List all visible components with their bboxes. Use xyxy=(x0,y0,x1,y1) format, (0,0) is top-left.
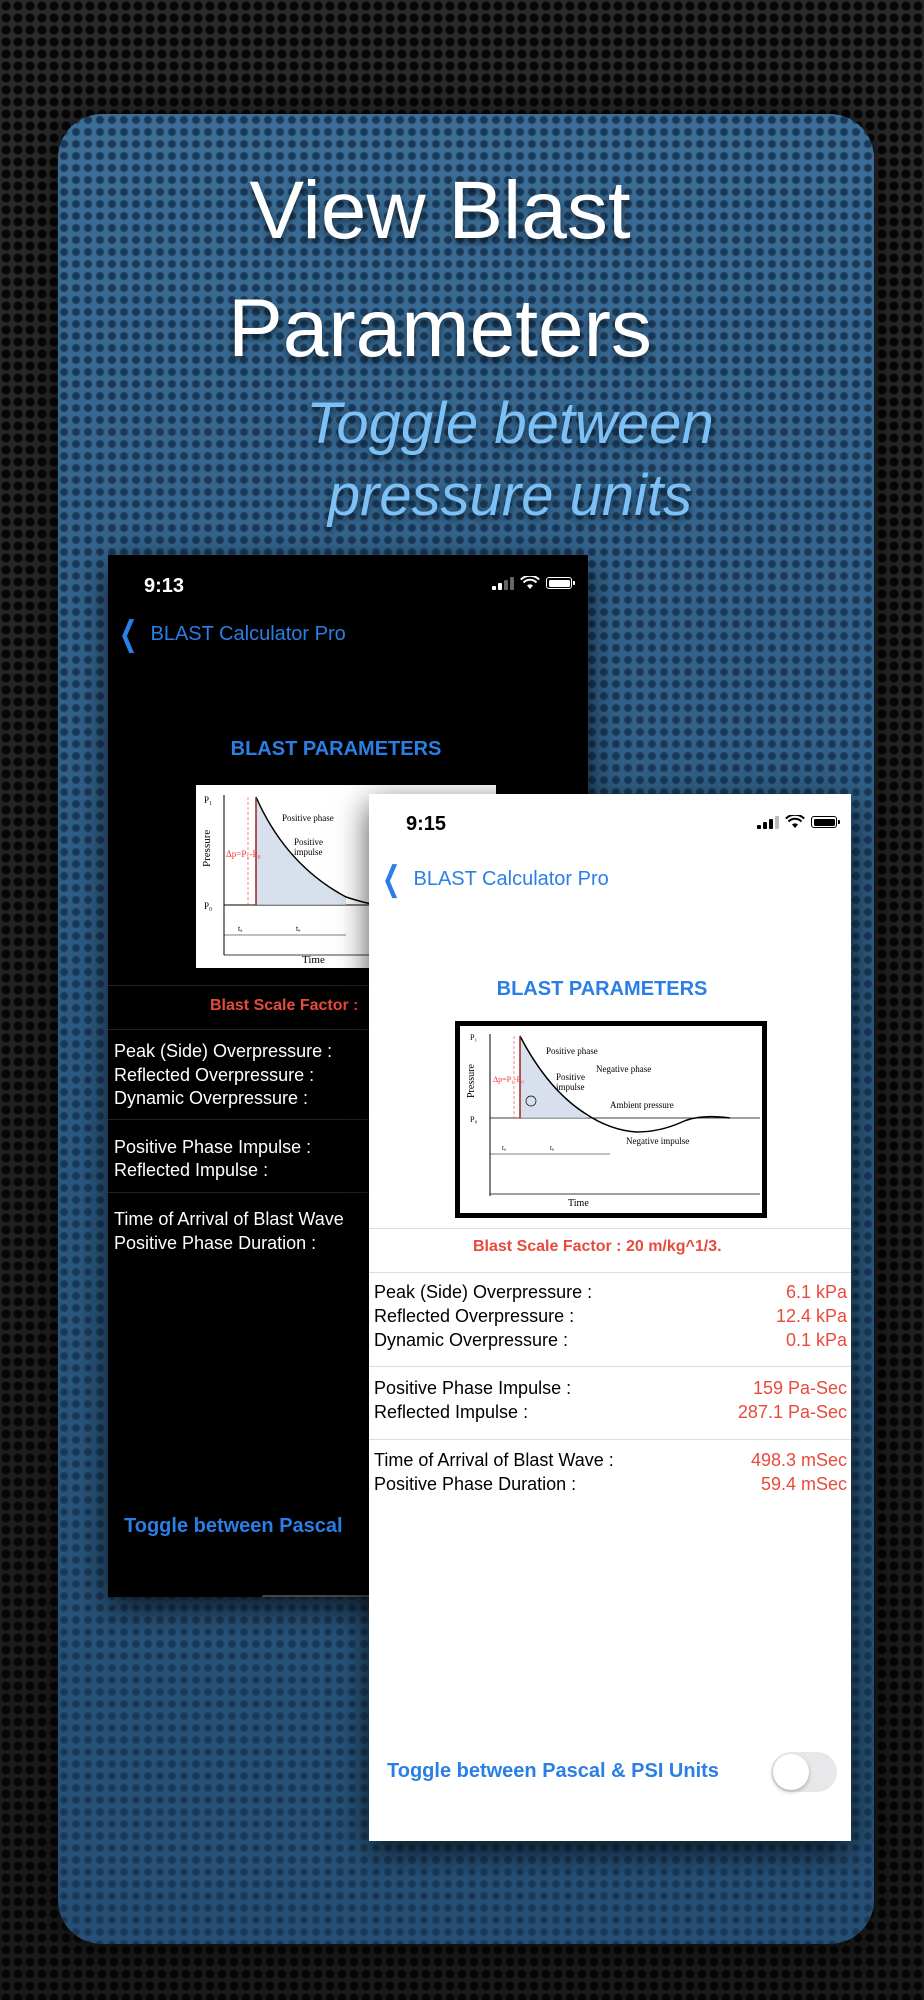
time-axis-label: Time xyxy=(568,1198,589,1209)
td-label: tₔ xyxy=(550,1144,554,1152)
divider xyxy=(369,1228,851,1229)
wifi-icon xyxy=(785,815,805,829)
scale-factor-label: Blast Scale Factor : xyxy=(210,997,359,1014)
reflected-overpressure-label: Reflected Overpressure : xyxy=(114,1065,315,1085)
time-of-arrival-label: Time of Arrival of Blast Wave xyxy=(114,1209,344,1229)
units-toggle-label: Toggle between Pascal & PSI Units xyxy=(387,1760,719,1782)
reflected-impulse-label: Reflected Impulse : xyxy=(374,1402,529,1422)
negative-phase-label: Negative phase xyxy=(596,1064,652,1074)
ta-label: tₐ xyxy=(238,924,243,933)
status-time: 9:15 xyxy=(406,813,447,835)
time-of-arrival-label: Time of Arrival of Blast Wave : xyxy=(374,1450,614,1470)
delta-p-label: Δp=P₁-P₀ xyxy=(226,849,261,859)
ambient-pressure-label: Ambient pressure xyxy=(610,1100,674,1110)
promo-subtitle-line-2: pressure units xyxy=(327,463,693,528)
promo-subtitle-line-1: Toggle between xyxy=(306,391,714,456)
status-bar xyxy=(369,794,851,854)
units-toggle-label[interactable]: Toggle between Pascal xyxy=(124,1515,343,1537)
delta-p-label: Δp=P₁-P₀ xyxy=(493,1075,524,1084)
back-button[interactable] xyxy=(114,617,346,651)
chevron-left-icon: ❮ xyxy=(118,615,138,653)
time-axis-label: Time xyxy=(302,954,325,966)
phone-screen-light xyxy=(369,794,851,1841)
section-title: BLAST PARAMETERS xyxy=(496,978,708,1000)
dynamic-overpressure-label: Dynamic Overpressure : xyxy=(114,1088,309,1108)
toggle-knob xyxy=(773,1754,809,1790)
pressure-axis-label: Pressure xyxy=(466,1064,477,1098)
positive-impulse-label-1: Positive xyxy=(294,837,324,847)
positive-impulse-label-1: Positive xyxy=(556,1072,586,1082)
blast-wave-diagram xyxy=(455,1021,767,1218)
divider xyxy=(369,1439,851,1440)
dynamic-overpressure-value: 0.1 kPa xyxy=(785,1330,847,1350)
positive-phase-duration-label: Positive Phase Duration : xyxy=(114,1233,317,1253)
p1-label: P₁ xyxy=(204,795,213,805)
status-bar xyxy=(108,555,588,615)
p0-label: P₀ xyxy=(204,901,213,911)
peak-overpressure-label: Peak (Side) Overpressure : xyxy=(374,1282,593,1302)
pressure-axis-label: Pressure xyxy=(201,829,213,867)
promo-title-line-2: Parameters xyxy=(228,283,652,374)
reflected-overpressure-label: Reflected Overpressure : xyxy=(374,1306,575,1326)
wifi-icon xyxy=(520,576,540,590)
dynamic-overpressure-label: Dynamic Overpressure : xyxy=(374,1330,569,1350)
time-of-arrival-value: 498.3 mSec xyxy=(750,1450,847,1470)
battery-icon xyxy=(811,816,837,828)
positive-phase-label: Positive phase xyxy=(546,1046,598,1056)
cellular-signal-icon xyxy=(492,576,514,590)
back-button[interactable] xyxy=(377,862,609,896)
positive-phase-impulse-label: Positive Phase Impulse : xyxy=(114,1137,312,1157)
back-label: BLAST Calculator Pro xyxy=(150,622,346,645)
positive-phase-impulse-label: Positive Phase Impulse : xyxy=(374,1378,572,1398)
peak-overpressure-value: 6.1 kPa xyxy=(785,1282,847,1302)
back-label: BLAST Calculator Pro xyxy=(413,867,609,890)
positive-phase-duration-value: 59.4 mSec xyxy=(760,1474,847,1494)
positive-phase-impulse-value: 159 Pa-Sec xyxy=(752,1378,847,1398)
reflected-impulse-value: 287.1 Pa-Sec xyxy=(737,1402,847,1422)
chevron-left-icon: ❮ xyxy=(381,860,401,898)
reflected-impulse-label: Reflected Impulse : xyxy=(114,1160,269,1180)
cellular-signal-icon xyxy=(757,815,779,829)
scale-factor-text: Blast Scale Factor : 20 m/kg^1/3. xyxy=(473,1238,722,1255)
status-icons xyxy=(492,576,572,590)
section-title: BLAST PARAMETERS xyxy=(230,738,442,760)
positive-impulse-label-2: impulse xyxy=(556,1082,585,1092)
p0-label: P₀ xyxy=(470,1115,478,1124)
divider xyxy=(369,1366,851,1367)
positive-phase-duration-label: Positive Phase Duration : xyxy=(374,1474,577,1494)
ta-label: tₐ xyxy=(502,1144,506,1152)
battery-icon xyxy=(546,577,572,589)
status-icons xyxy=(757,815,837,829)
status-time: 9:13 xyxy=(144,575,185,597)
reflected-overpressure-value: 12.4 kPa xyxy=(775,1306,847,1326)
td-label: tₔ xyxy=(296,924,301,933)
p1-label: P₁ xyxy=(470,1033,478,1042)
positive-impulse-label-2: impulse xyxy=(294,847,323,857)
positive-phase-label: Positive phase xyxy=(282,813,334,823)
units-toggle-switch[interactable] xyxy=(771,1752,837,1792)
promo-title-line-1: View Blast xyxy=(249,165,631,256)
negative-impulse-label: Negative impulse xyxy=(626,1136,690,1146)
divider xyxy=(369,1272,851,1273)
peak-overpressure-label: Peak (Side) Overpressure : xyxy=(114,1041,333,1061)
